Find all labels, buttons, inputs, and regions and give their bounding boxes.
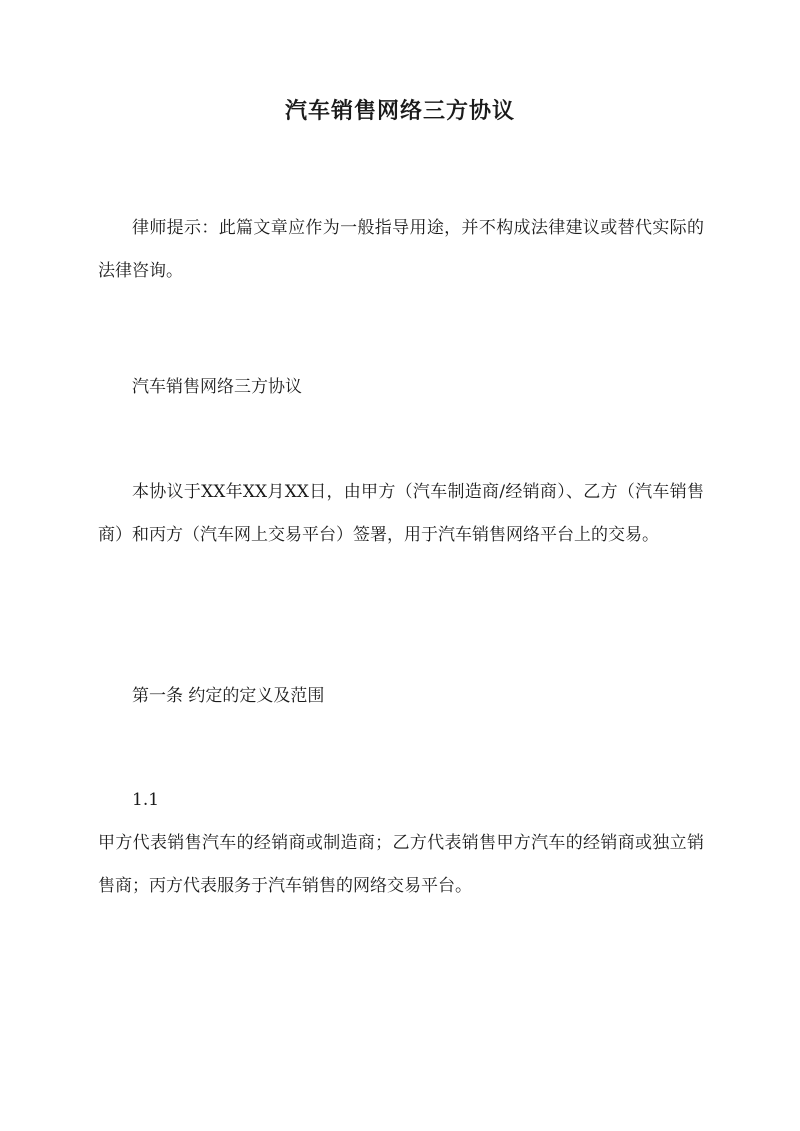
agreement-subtitle: 汽车销售网络三方协议 [132,377,302,397]
article-1-heading: 第一条 约定的定义及范围 [132,686,325,706]
document-title: 汽车销售网络三方协议 [284,98,515,124]
clause-1-1-number: 1.1 [132,790,160,810]
clause-1-1-text: 甲方代表销售汽车的经销商或制造商；乙方代表销售甲方汽车的经销商或独立销售商；丙方代表服务于汽车销售的网络交易平台。 [98,833,704,896]
agreement-intro-paragraph: 本协议于XX年XX月XX日，由甲方（汽车制造商/经销商）、乙方（汽车销售商）和丙方（汽车网上交易平台）签署，用于汽车销售网络平台上的交易。 [98,482,704,545]
lawyer-disclaimer-paragraph: 律师提示：此篇文章应作为一般指导用途，并不构成法律建议或替代实际的法律咨询。 [98,218,704,281]
